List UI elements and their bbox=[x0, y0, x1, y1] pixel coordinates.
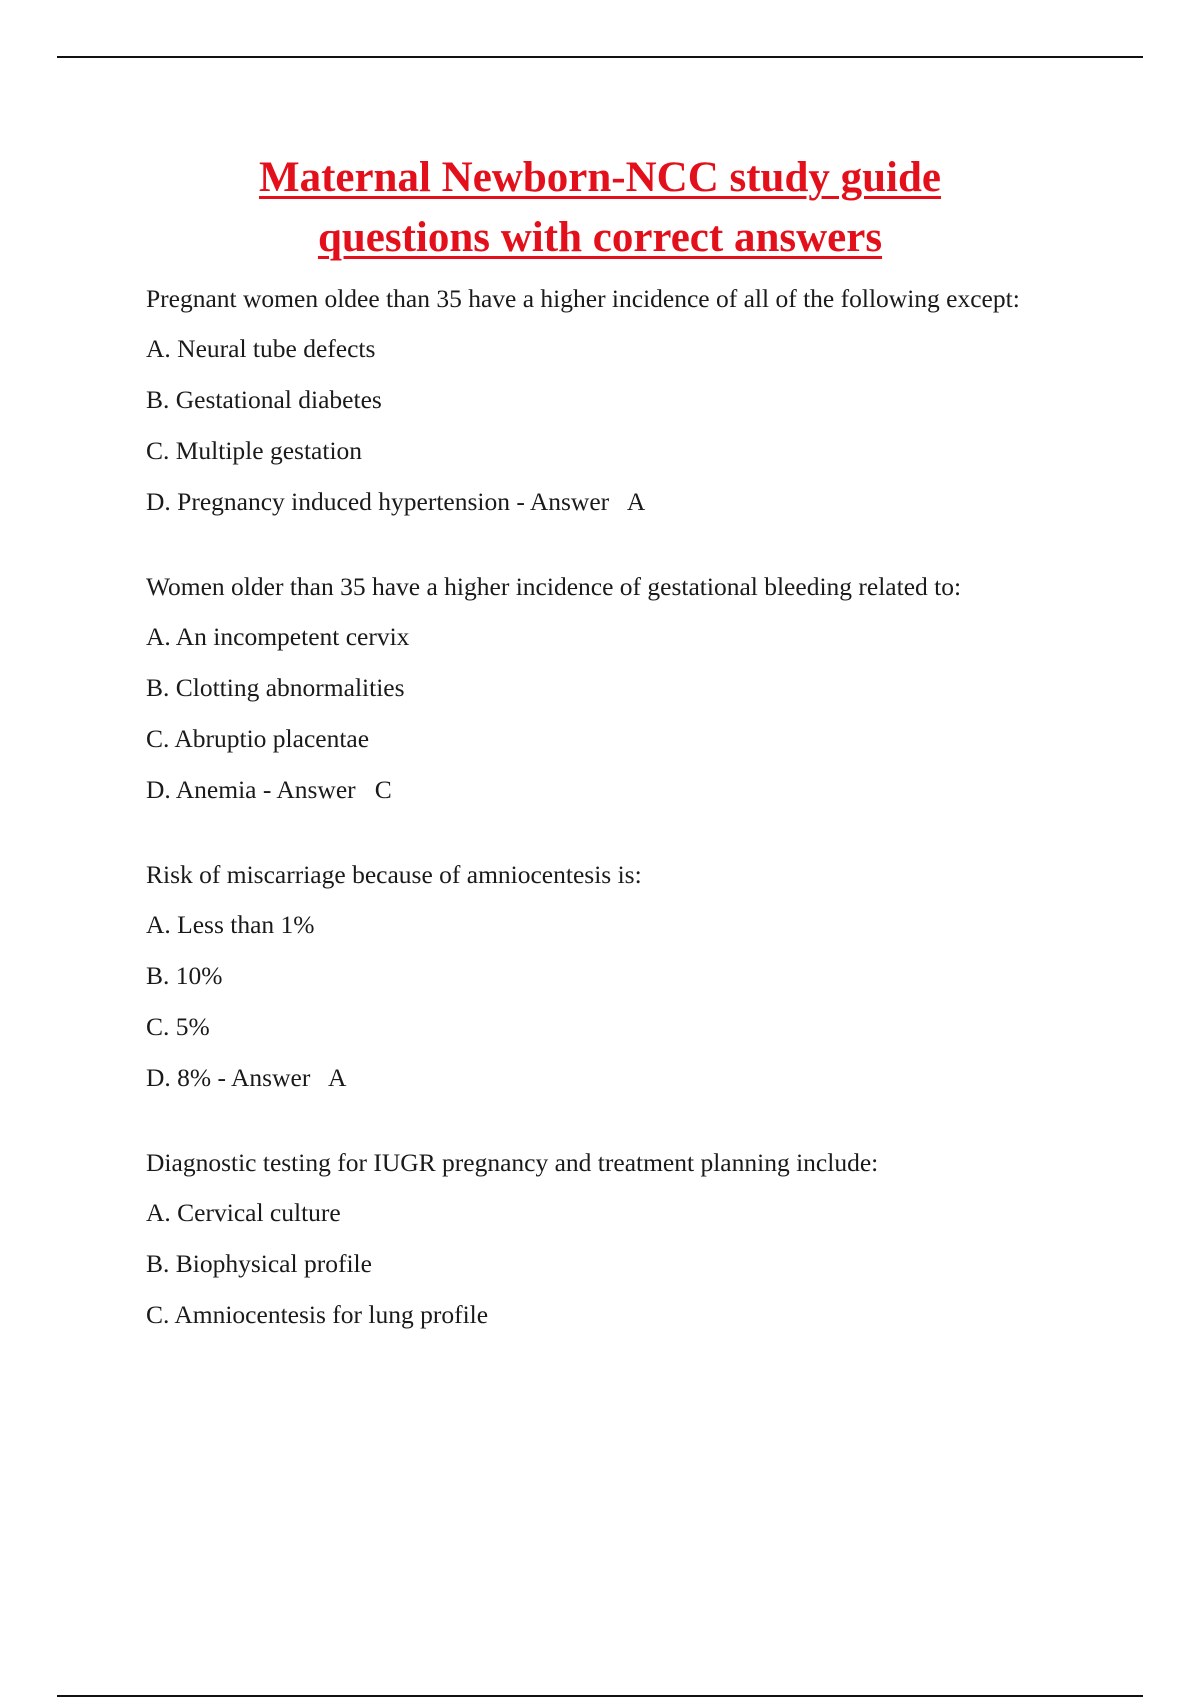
option-d-with-answer: D. 8% - Answer A bbox=[146, 1063, 347, 1092]
option-d-with-answer: D. Anemia - Answer C bbox=[146, 775, 392, 804]
question-stem: Risk of miscarriage because of amniocentesis is: bbox=[146, 860, 642, 889]
document-title bbox=[0, 148, 1200, 268]
question-stem: Diagnostic testing for IUGR pregnancy and treatment planning include: bbox=[146, 1148, 879, 1177]
question-1 bbox=[146, 280, 1066, 520]
header-rule bbox=[57, 56, 1143, 58]
option-c: C. Amniocentesis for lung profile bbox=[146, 1300, 489, 1329]
question-stem: Pregnant women oldee than 35 have a higher incidence of all of the following except: bbox=[146, 284, 1020, 313]
option-b: B. 10% bbox=[146, 961, 223, 990]
option-c: C. Multiple gestation bbox=[146, 436, 363, 465]
option-a: A. Less than 1% bbox=[146, 910, 315, 939]
option-a: A. An incompetent cervix bbox=[146, 622, 410, 651]
option-c: C. 5% bbox=[146, 1012, 210, 1041]
option-b: B. Clotting abnormalities bbox=[146, 673, 405, 702]
question-list bbox=[146, 280, 1066, 1333]
question-2 bbox=[146, 568, 1066, 808]
option-a: A. Cervical culture bbox=[146, 1198, 341, 1227]
title-line-2: questions with correct answers bbox=[317, 214, 883, 261]
question-4 bbox=[146, 1144, 1066, 1333]
option-b: B. Gestational diabetes bbox=[146, 385, 382, 414]
option-b: B. Biophysical profile bbox=[146, 1249, 372, 1278]
question-3 bbox=[146, 856, 1066, 1096]
title-line-1: Maternal Newborn-NCC study guide bbox=[258, 154, 942, 201]
option-c: C. Abruptio placentae bbox=[146, 724, 370, 753]
option-a: A. Neural tube defects bbox=[146, 334, 376, 363]
option-d-with-answer: D. Pregnancy induced hypertension - Answer A bbox=[146, 487, 646, 516]
footer-rule bbox=[57, 1695, 1143, 1697]
question-stem: Women older than 35 have a higher incidence of gestational bleeding related to: bbox=[146, 572, 962, 601]
